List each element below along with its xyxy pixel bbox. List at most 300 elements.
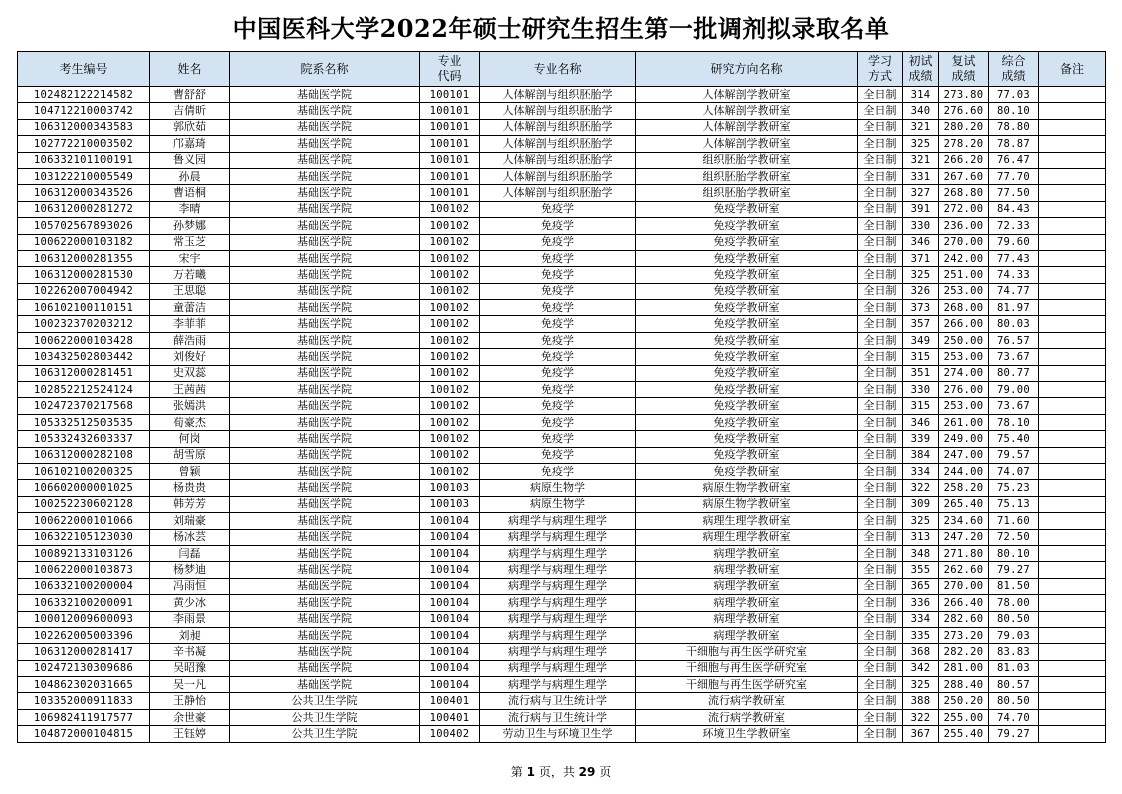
cell-candidate-id: 100622000103873	[18, 562, 150, 578]
cell-major: 免疫学	[480, 447, 636, 463]
cell-prelim-score: 388	[903, 693, 939, 709]
table-row	[18, 168, 1106, 184]
table-row	[18, 316, 1106, 332]
cell-study-mode: 全日制	[858, 431, 903, 447]
cell-candidate-id: 105332432603337	[18, 431, 150, 447]
cell-prelim-score: 314	[903, 87, 939, 103]
cell-retest-score: 253.00	[939, 398, 989, 414]
cell-candidate-id: 102852212524124	[18, 382, 150, 398]
table-row	[18, 185, 1106, 201]
cell-retest-score: 234.60	[939, 513, 989, 529]
cell-study-mode: 全日制	[858, 218, 903, 234]
cell-direction: 干细胞与再生医学研究室	[636, 677, 858, 693]
cell-total-score: 72.33	[989, 218, 1039, 234]
cell-direction: 病理学教研室	[636, 562, 858, 578]
cell-remark	[1039, 300, 1106, 316]
cell-retest-score: 249.00	[939, 431, 989, 447]
cell-candidate-id: 106312000281417	[18, 644, 150, 660]
cell-major-code: 100104	[420, 677, 480, 693]
cell-direction: 人体解剖学教研室	[636, 103, 858, 119]
cell-candidate-id: 104712210003742	[18, 103, 150, 119]
cell-prelim-score: 325	[903, 136, 939, 152]
cell-direction: 免疫学教研室	[636, 300, 858, 316]
cell-school: 基础医学院	[230, 103, 420, 119]
table-row	[18, 545, 1106, 561]
cell-total-score: 80.50	[989, 693, 1039, 709]
cell-prelim-score: 334	[903, 463, 939, 479]
cell-remark	[1039, 677, 1106, 693]
cell-major-code: 100103	[420, 496, 480, 512]
cell-school: 基础医学院	[230, 677, 420, 693]
cell-total-score: 80.57	[989, 677, 1039, 693]
cell-direction: 免疫学教研室	[636, 365, 858, 381]
cell-name: 李雨景	[150, 611, 230, 627]
cell-name: 王钰婷	[150, 726, 230, 742]
cell-remark	[1039, 644, 1106, 660]
cell-direction: 免疫学教研室	[636, 218, 858, 234]
cell-direction: 免疫学教研室	[636, 332, 858, 348]
cell-major-code: 100104	[420, 513, 480, 529]
cell-total-score: 80.03	[989, 316, 1039, 332]
cell-major: 免疫学	[480, 431, 636, 447]
cell-name: 刘瑞豪	[150, 513, 230, 529]
cell-name: 刘昶	[150, 627, 230, 643]
table-row	[18, 513, 1106, 529]
table-row	[18, 382, 1106, 398]
cell-study-mode: 全日制	[858, 496, 903, 512]
cell-major: 免疫学	[480, 463, 636, 479]
cell-prelim-score: 325	[903, 677, 939, 693]
cell-candidate-id: 106332100200091	[18, 595, 150, 611]
cell-direction: 免疫学教研室	[636, 234, 858, 250]
cell-retest-score: 251.00	[939, 267, 989, 283]
cell-prelim-score: 330	[903, 218, 939, 234]
cell-school: 基础医学院	[230, 218, 420, 234]
cell-retest-score: 276.60	[939, 103, 989, 119]
cell-major-code: 100104	[420, 529, 480, 545]
cell-study-mode: 全日制	[858, 726, 903, 742]
cell-major-code: 100101	[420, 87, 480, 103]
cell-candidate-id: 104862302031665	[18, 677, 150, 693]
cell-candidate-id: 100232370203212	[18, 316, 150, 332]
cell-candidate-id: 102772210003502	[18, 136, 150, 152]
cell-name: 辛书凝	[150, 644, 230, 660]
cell-major: 病理学与病理生理学	[480, 578, 636, 594]
cell-direction: 病理生理学教研室	[636, 529, 858, 545]
cell-name: 郭欣茹	[150, 119, 230, 135]
table-row	[18, 660, 1106, 676]
header-study-mode: 学习 方式	[858, 52, 903, 87]
cell-study-mode: 全日制	[858, 398, 903, 414]
header-direction: 研究方向名称	[636, 52, 858, 87]
cell-prelim-score: 313	[903, 529, 939, 545]
cell-total-score: 80.77	[989, 365, 1039, 381]
cell-remark	[1039, 152, 1106, 168]
cell-major: 病理学与病理生理学	[480, 677, 636, 693]
cell-total-score: 75.40	[989, 431, 1039, 447]
cell-total-score: 77.43	[989, 250, 1039, 266]
cell-candidate-id: 100622000101066	[18, 513, 150, 529]
cell-major-code: 100102	[420, 234, 480, 250]
cell-prelim-score: 336	[903, 595, 939, 611]
cell-study-mode: 全日制	[858, 349, 903, 365]
cell-major-code: 100102	[420, 332, 480, 348]
cell-direction: 免疫学教研室	[636, 267, 858, 283]
cell-study-mode: 全日制	[858, 480, 903, 496]
table-row	[18, 332, 1106, 348]
cell-total-score: 73.67	[989, 398, 1039, 414]
cell-total-score: 81.50	[989, 578, 1039, 594]
cell-major-code: 100101	[420, 103, 480, 119]
cell-prelim-score: 340	[903, 103, 939, 119]
cell-study-mode: 全日制	[858, 513, 903, 529]
cell-total-score: 75.13	[989, 496, 1039, 512]
cell-school: 基础医学院	[230, 513, 420, 529]
table-row	[18, 152, 1106, 168]
footer-suffix: 页	[599, 765, 612, 779]
cell-name: 张嫣洪	[150, 398, 230, 414]
table-row	[18, 103, 1106, 119]
cell-direction: 人体解剖学教研室	[636, 136, 858, 152]
cell-major: 病理学与病理生理学	[480, 595, 636, 611]
cell-major: 免疫学	[480, 365, 636, 381]
cell-direction: 流行病学教研室	[636, 693, 858, 709]
cell-total-score: 81.03	[989, 660, 1039, 676]
cell-study-mode: 全日制	[858, 365, 903, 381]
cell-remark	[1039, 398, 1106, 414]
cell-school: 基础医学院	[230, 447, 420, 463]
table-row	[18, 644, 1106, 660]
cell-major: 劳动卫生与环境卫生学	[480, 726, 636, 742]
cell-name: 鲁义园	[150, 152, 230, 168]
cell-school: 基础医学院	[230, 201, 420, 217]
cell-total-score: 79.03	[989, 627, 1039, 643]
cell-major-code: 100104	[420, 611, 480, 627]
cell-major: 免疫学	[480, 300, 636, 316]
cell-name: 韩芳芳	[150, 496, 230, 512]
header-remark: 备注	[1039, 52, 1106, 87]
cell-direction: 组织胚胎学教研室	[636, 152, 858, 168]
cell-retest-score: 265.40	[939, 496, 989, 512]
cell-total-score: 74.70	[989, 709, 1039, 725]
cell-candidate-id: 102262007004942	[18, 283, 150, 299]
cell-candidate-id: 103432502803442	[18, 349, 150, 365]
cell-study-mode: 全日制	[858, 267, 903, 283]
cell-direction: 病理学教研室	[636, 595, 858, 611]
cell-prelim-score: 373	[903, 300, 939, 316]
cell-major: 免疫学	[480, 283, 636, 299]
cell-retest-score: 273.80	[939, 87, 989, 103]
cell-school: 基础医学院	[230, 185, 420, 201]
table-row	[18, 578, 1106, 594]
cell-total-score: 78.00	[989, 595, 1039, 611]
table-row	[18, 398, 1106, 414]
cell-study-mode: 全日制	[858, 136, 903, 152]
cell-name: 何岗	[150, 431, 230, 447]
cell-study-mode: 全日制	[858, 103, 903, 119]
cell-study-mode: 全日制	[858, 152, 903, 168]
cell-major-code: 100102	[420, 431, 480, 447]
cell-major-code: 100102	[420, 283, 480, 299]
cell-major: 人体解剖与组织胚胎学	[480, 168, 636, 184]
cell-total-score: 74.33	[989, 267, 1039, 283]
cell-total-score: 71.60	[989, 513, 1039, 529]
header-major-code: 专业 代码	[420, 52, 480, 87]
cell-prelim-score: 391	[903, 201, 939, 217]
cell-remark	[1039, 250, 1106, 266]
cell-candidate-id: 106312000281530	[18, 267, 150, 283]
cell-candidate-id: 106312000343526	[18, 185, 150, 201]
cell-major-code: 100102	[420, 316, 480, 332]
cell-candidate-id: 106322105123030	[18, 529, 150, 545]
cell-prelim-score: 339	[903, 431, 939, 447]
cell-candidate-id: 104872000104815	[18, 726, 150, 742]
table-row	[18, 349, 1106, 365]
cell-school: 基础医学院	[230, 529, 420, 545]
cell-remark	[1039, 365, 1106, 381]
cell-major-code: 100401	[420, 693, 480, 709]
cell-name: 余世豪	[150, 709, 230, 725]
cell-direction: 免疫学教研室	[636, 250, 858, 266]
cell-prelim-score: 327	[903, 185, 939, 201]
cell-name: 杨梦迪	[150, 562, 230, 578]
cell-school: 基础医学院	[230, 644, 420, 660]
header-candidate-id: 考生编号	[18, 52, 150, 87]
table-row	[18, 529, 1106, 545]
cell-study-mode: 全日制	[858, 677, 903, 693]
cell-school: 基础医学院	[230, 300, 420, 316]
cell-candidate-id: 105332512503535	[18, 414, 150, 430]
cell-name: 王茜茜	[150, 382, 230, 398]
cell-remark	[1039, 218, 1106, 234]
cell-major: 免疫学	[480, 250, 636, 266]
cell-total-score: 72.50	[989, 529, 1039, 545]
cell-remark	[1039, 709, 1106, 725]
cell-major: 免疫学	[480, 218, 636, 234]
cell-remark	[1039, 414, 1106, 430]
cell-study-mode: 全日制	[858, 463, 903, 479]
cell-major-code: 100102	[420, 201, 480, 217]
cell-total-score: 83.83	[989, 644, 1039, 660]
cell-school: 基础医学院	[230, 87, 420, 103]
table-row	[18, 447, 1106, 463]
cell-name: 王思聪	[150, 283, 230, 299]
cell-school: 基础医学院	[230, 660, 420, 676]
cell-direction: 免疫学教研室	[636, 382, 858, 398]
cell-remark	[1039, 660, 1106, 676]
cell-major: 人体解剖与组织胚胎学	[480, 119, 636, 135]
cell-candidate-id: 100622000103182	[18, 234, 150, 250]
cell-major-code: 100104	[420, 627, 480, 643]
cell-remark	[1039, 562, 1106, 578]
cell-major: 免疫学	[480, 349, 636, 365]
cell-major-code: 100104	[420, 644, 480, 660]
cell-direction: 病理学教研室	[636, 578, 858, 594]
cell-prelim-score: 367	[903, 726, 939, 742]
header-retest-score: 复试 成绩	[939, 52, 989, 87]
cell-major: 人体解剖与组织胚胎学	[480, 103, 636, 119]
cell-total-score: 79.27	[989, 726, 1039, 742]
cell-total-score: 76.57	[989, 332, 1039, 348]
cell-prelim-score: 342	[903, 660, 939, 676]
cell-school: 基础医学院	[230, 627, 420, 643]
cell-retest-score: 261.00	[939, 414, 989, 430]
cell-direction: 免疫学教研室	[636, 349, 858, 365]
cell-direction: 免疫学教研室	[636, 447, 858, 463]
cell-remark	[1039, 234, 1106, 250]
cell-candidate-id: 106602000001025	[18, 480, 150, 496]
cell-direction: 免疫学教研室	[636, 283, 858, 299]
cell-candidate-id: 100012009600093	[18, 611, 150, 627]
cell-candidate-id: 106982411917577	[18, 709, 150, 725]
cell-remark	[1039, 103, 1106, 119]
header-total-score: 综合 成绩	[989, 52, 1039, 87]
cell-candidate-id: 103352000911833	[18, 693, 150, 709]
cell-study-mode: 全日制	[858, 283, 903, 299]
cell-retest-score: 244.00	[939, 463, 989, 479]
cell-name: 曹舒舒	[150, 87, 230, 103]
cell-prelim-score: 368	[903, 644, 939, 660]
cell-major: 人体解剖与组织胚胎学	[480, 87, 636, 103]
table-row	[18, 595, 1106, 611]
cell-school: 基础医学院	[230, 463, 420, 479]
cell-retest-score: 266.00	[939, 316, 989, 332]
cell-school: 基础医学院	[230, 168, 420, 184]
cell-school: 基础医学院	[230, 480, 420, 496]
cell-remark	[1039, 463, 1106, 479]
cell-retest-score: 274.00	[939, 365, 989, 381]
cell-candidate-id: 100252230602128	[18, 496, 150, 512]
cell-school: 基础医学院	[230, 562, 420, 578]
cell-name: 曾颖	[150, 463, 230, 479]
cell-prelim-score: 315	[903, 349, 939, 365]
cell-direction: 病原生物学教研室	[636, 496, 858, 512]
cell-major-code: 100102	[420, 463, 480, 479]
cell-total-score: 79.27	[989, 562, 1039, 578]
cell-total-score: 78.10	[989, 414, 1039, 430]
cell-prelim-score: 349	[903, 332, 939, 348]
cell-school: 基础医学院	[230, 234, 420, 250]
cell-major-code: 100104	[420, 545, 480, 561]
cell-candidate-id: 100622000103428	[18, 332, 150, 348]
cell-major: 病理学与病理生理学	[480, 545, 636, 561]
cell-school: 基础医学院	[230, 119, 420, 135]
cell-name: 孙梦娜	[150, 218, 230, 234]
cell-major-code: 100102	[420, 300, 480, 316]
table-row	[18, 726, 1106, 742]
table-row	[18, 480, 1106, 496]
cell-study-mode: 全日制	[858, 234, 903, 250]
cell-candidate-id: 106312000281272	[18, 201, 150, 217]
cell-study-mode: 全日制	[858, 562, 903, 578]
cell-total-score: 75.23	[989, 480, 1039, 496]
cell-name: 孙晨	[150, 168, 230, 184]
cell-major: 病理学与病理生理学	[480, 611, 636, 627]
cell-major-code: 100102	[420, 447, 480, 463]
cell-study-mode: 全日制	[858, 447, 903, 463]
cell-retest-score: 272.00	[939, 201, 989, 217]
cell-prelim-score: 325	[903, 513, 939, 529]
cell-remark	[1039, 283, 1106, 299]
cell-study-mode: 全日制	[858, 201, 903, 217]
cell-major: 病理学与病理生理学	[480, 644, 636, 660]
cell-major: 病理学与病理生理学	[480, 562, 636, 578]
cell-prelim-score: 315	[903, 398, 939, 414]
cell-total-score: 84.43	[989, 201, 1039, 217]
cell-school: 基础医学院	[230, 611, 420, 627]
table-header-row	[18, 52, 1106, 87]
cell-major: 病理学与病理生理学	[480, 660, 636, 676]
cell-remark	[1039, 185, 1106, 201]
cell-remark	[1039, 496, 1106, 512]
cell-name: 史双蕊	[150, 365, 230, 381]
cell-retest-score: 267.60	[939, 168, 989, 184]
cell-retest-score: 268.00	[939, 300, 989, 316]
page-title: 中国医科大学2022年硕士研究生招生第一批调剂拟录取名单	[232, 14, 890, 43]
cell-name: 邝嘉琦	[150, 136, 230, 152]
cell-retest-score: 266.40	[939, 595, 989, 611]
cell-major: 免疫学	[480, 398, 636, 414]
cell-retest-score: 270.00	[939, 578, 989, 594]
cell-retest-score: 282.20	[939, 644, 989, 660]
cell-retest-score: 236.00	[939, 218, 989, 234]
cell-candidate-id: 103122210005549	[18, 168, 150, 184]
cell-total-score: 80.10	[989, 545, 1039, 561]
cell-major-code: 100101	[420, 185, 480, 201]
cell-retest-score: 282.60	[939, 611, 989, 627]
cell-direction: 人体解剖学教研室	[636, 87, 858, 103]
cell-major: 人体解剖与组织胚胎学	[480, 136, 636, 152]
cell-direction: 人体解剖学教研室	[636, 119, 858, 135]
cell-study-mode: 全日制	[858, 529, 903, 545]
cell-school: 基础医学院	[230, 267, 420, 283]
cell-remark	[1039, 332, 1106, 348]
table-row	[18, 431, 1106, 447]
table-row	[18, 414, 1106, 430]
cell-retest-score: 280.20	[939, 119, 989, 135]
cell-study-mode: 全日制	[858, 300, 903, 316]
cell-retest-score: 253.00	[939, 349, 989, 365]
cell-prelim-score: 321	[903, 119, 939, 135]
cell-major: 人体解剖与组织胚胎学	[480, 152, 636, 168]
cell-study-mode: 全日制	[858, 185, 903, 201]
cell-candidate-id: 106312000343583	[18, 119, 150, 135]
cell-remark	[1039, 545, 1106, 561]
cell-direction: 环境卫生学教研室	[636, 726, 858, 742]
cell-retest-score: 288.40	[939, 677, 989, 693]
table-row	[18, 627, 1106, 643]
cell-school: 基础医学院	[230, 316, 420, 332]
cell-remark	[1039, 480, 1106, 496]
cell-school: 基础医学院	[230, 431, 420, 447]
table-row	[18, 234, 1106, 250]
cell-prelim-score: 322	[903, 709, 939, 725]
cell-school: 基础医学院	[230, 152, 420, 168]
table-row	[18, 250, 1106, 266]
cell-prelim-score: 322	[903, 480, 939, 496]
cell-major: 人体解剖与组织胚胎学	[480, 185, 636, 201]
cell-retest-score: 250.20	[939, 693, 989, 709]
cell-major-code: 100101	[420, 168, 480, 184]
cell-remark	[1039, 349, 1106, 365]
cell-retest-score: 255.40	[939, 726, 989, 742]
header-name: 姓名	[150, 52, 230, 87]
cell-school: 公共卫生学院	[230, 709, 420, 725]
cell-retest-score: 242.00	[939, 250, 989, 266]
cell-major-code: 100102	[420, 267, 480, 283]
cell-school: 基础医学院	[230, 250, 420, 266]
cell-major: 病原生物学	[480, 480, 636, 496]
